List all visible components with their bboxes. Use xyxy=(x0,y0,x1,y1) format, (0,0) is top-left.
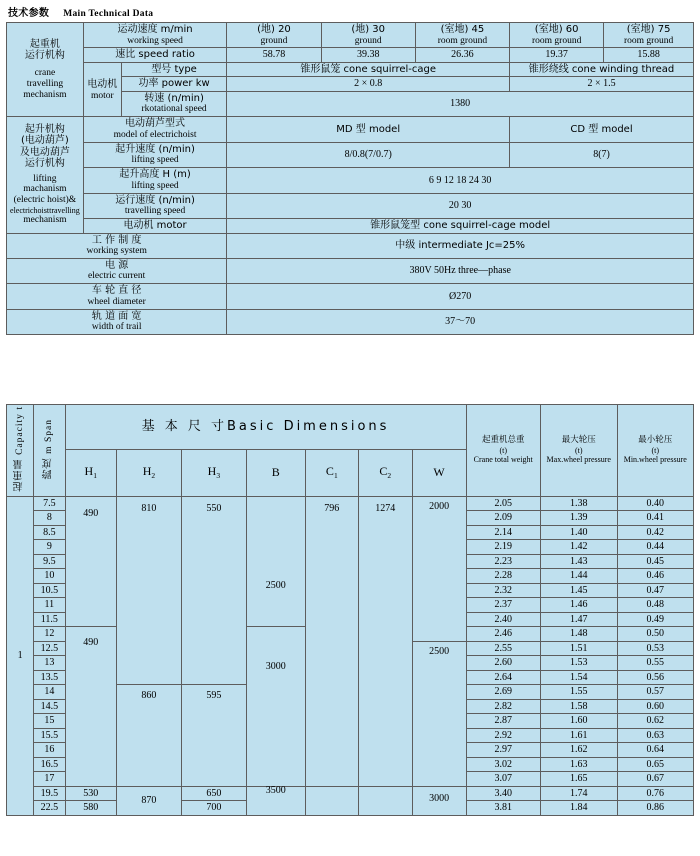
header-b: B xyxy=(246,450,305,497)
total-value: 2.55 xyxy=(466,641,540,656)
total-value: 2.28 xyxy=(466,569,540,584)
span-value: 11 xyxy=(34,598,65,613)
group-label-en: crane xyxy=(34,67,56,78)
row-label-speed-ratio: 速比 speed ratio xyxy=(83,48,227,63)
b-value-b: 3000 xyxy=(246,627,305,787)
speed-col-75: (室地) 75 room ground xyxy=(604,23,694,48)
maxw-value: 1.44 xyxy=(540,569,617,584)
w-value-b: 2500 xyxy=(412,641,466,786)
span-value: 10.5 xyxy=(34,583,65,598)
speed-col-45: (室地) 45 room ground xyxy=(415,23,509,48)
header-w: W xyxy=(412,450,466,497)
table-row xyxy=(7,258,694,283)
working-system-value: 中级 intermediate Jc=25% xyxy=(227,233,694,258)
row-label-lifting-height: 起升高度 H (m) lifting speed xyxy=(83,168,227,193)
span-value: 9.5 xyxy=(34,554,65,569)
header-c2: $C_2$ xyxy=(358,450,412,497)
maxw-value: 1.42 xyxy=(540,540,617,555)
minw-value: 0.76 xyxy=(617,786,693,801)
row-label-wheel-diameter: 车 轮 直 径 wheel diameter xyxy=(7,284,227,309)
minw-value: 0.40 xyxy=(617,496,693,511)
header-c1: $C_1$ xyxy=(305,450,358,497)
total-value: 3.02 xyxy=(466,757,540,772)
total-value: 2.87 xyxy=(466,714,540,729)
minw-value: 0.55 xyxy=(617,656,693,671)
header-total-weight: 起重机总重 (t) Crane total weight xyxy=(466,405,540,497)
header-max-wheel-pressure: 最大轮压 (t) Max.wheel pressure xyxy=(540,405,617,497)
group-crane-travel xyxy=(7,23,84,117)
header-basic-dimensions: 基 本 尺 寸Basic Dimensions xyxy=(65,405,466,450)
table-header-row xyxy=(7,405,694,450)
speed-ratio-45: 26.36 xyxy=(415,48,509,63)
total-value: 2.09 xyxy=(466,511,540,526)
minw-value: 0.45 xyxy=(617,554,693,569)
table-row xyxy=(7,23,694,48)
rot-speed-value: 1380 xyxy=(227,91,694,116)
lifting-height-value: 6 9 12 18 24 30 xyxy=(227,168,694,193)
row-label-motor-type: 型号 type xyxy=(121,62,227,77)
h3-value-d: 700 xyxy=(181,801,246,816)
maxw-value: 1.63 xyxy=(540,757,617,772)
maxw-value: 1.48 xyxy=(540,627,617,642)
span-value: 22.5 xyxy=(34,801,65,816)
span-value: 9 xyxy=(34,540,65,555)
total-value: 2.05 xyxy=(466,496,540,511)
maxw-value: 1.55 xyxy=(540,685,617,700)
maxw-value: 1.61 xyxy=(540,728,617,743)
hoist-model-md: MD 型 model xyxy=(227,117,510,142)
minw-value: 0.62 xyxy=(617,714,693,729)
span-value: 7.5 xyxy=(34,496,65,511)
c2-value: 1274 xyxy=(358,496,412,786)
b-value-c: 3500 xyxy=(246,786,305,815)
row-label-hoist-motor: 电动机 motor xyxy=(83,219,227,234)
lifting-speed-md: 8/0.8(7/0.7) xyxy=(227,142,510,167)
total-value: 2.82 xyxy=(466,699,540,714)
minw-value: 0.47 xyxy=(617,583,693,598)
minw-value: 0.42 xyxy=(617,525,693,540)
speed-ratio-75: 15.88 xyxy=(604,48,694,63)
table-row xyxy=(7,496,694,511)
row-label-rot-speed: 转速 (n/min) rkotational speed xyxy=(121,91,227,116)
table-row xyxy=(7,142,694,167)
total-value: 2.23 xyxy=(466,554,540,569)
speed-ratio-20: 58.78 xyxy=(227,48,321,63)
travel-speed-value: 20 30 xyxy=(227,193,694,218)
hoist-model-cd: CD 型 model xyxy=(510,117,694,142)
page-title-en: Main Technical Data xyxy=(63,9,154,19)
group-label-en: travelling xyxy=(26,78,64,89)
speed-ratio-60: 19.37 xyxy=(510,48,604,63)
speed-col-30: (地) 30 ground xyxy=(321,23,415,48)
maxw-value: 1.58 xyxy=(540,699,617,714)
minw-value: 0.53 xyxy=(617,641,693,656)
group-label-cn: 运行机构 xyxy=(24,50,65,62)
total-value: 2.37 xyxy=(466,598,540,613)
h1-value-a: 490 xyxy=(65,496,116,627)
span-value: 10 xyxy=(34,569,65,584)
c2-value-blank xyxy=(358,786,412,815)
maxw-value: 1.53 xyxy=(540,656,617,671)
total-value: 2.19 xyxy=(466,540,540,555)
header-h1: $H_1$ xyxy=(65,450,116,497)
maxw-value: 1.38 xyxy=(540,496,617,511)
total-value: 3.81 xyxy=(466,801,540,816)
minw-value: 0.56 xyxy=(617,670,693,685)
row-label-trail-width: 轨 道 面 宽 width of trail xyxy=(7,309,227,334)
header-span: 跨度 m Span xyxy=(34,405,65,497)
capacity-value: 1 xyxy=(7,496,34,815)
total-value: 2.97 xyxy=(466,743,540,758)
maxw-value: 1.51 xyxy=(540,641,617,656)
maxw-value: 1.62 xyxy=(540,743,617,758)
motor-power-squirrel: 2 × 0.8 xyxy=(227,77,510,92)
basic-dimensions-table xyxy=(6,404,694,816)
total-value: 2.40 xyxy=(466,612,540,627)
maxw-value: 1.46 xyxy=(540,598,617,613)
wheel-diameter-value: Ø270 xyxy=(227,284,694,309)
span-value: 17 xyxy=(34,772,65,787)
maxw-value: 1.74 xyxy=(540,786,617,801)
span-value: 13.5 xyxy=(34,670,65,685)
maxw-value: 1.39 xyxy=(540,511,617,526)
total-value: 2.14 xyxy=(466,525,540,540)
total-value: 2.32 xyxy=(466,583,540,598)
total-value: 2.64 xyxy=(466,670,540,685)
row-label-travel-speed: 运行速度 (n/min) travelling speed xyxy=(83,193,227,218)
maxw-value: 1.54 xyxy=(540,670,617,685)
electric-current-value: 380V 50Hz three—phase xyxy=(227,258,694,283)
span-value: 14.5 xyxy=(34,699,65,714)
group-motor: 电动机 motor xyxy=(83,62,121,116)
table-row xyxy=(7,48,694,63)
span-value: 15 xyxy=(34,714,65,729)
maxw-value: 1.60 xyxy=(540,714,617,729)
span-value: 8.5 xyxy=(34,525,65,540)
speed-ratio-30: 39.38 xyxy=(321,48,415,63)
span-value: 15.5 xyxy=(34,728,65,743)
row-label-electric-current: 电 源 electric current xyxy=(7,258,227,283)
span-value: 14 xyxy=(34,685,65,700)
table-row xyxy=(7,193,694,218)
table-row xyxy=(7,233,694,258)
h2-value-a: 810 xyxy=(116,496,181,685)
total-value: 2.60 xyxy=(466,656,540,671)
minw-value: 0.48 xyxy=(617,598,693,613)
total-value: 2.46 xyxy=(466,627,540,642)
maxw-value: 1.84 xyxy=(540,801,617,816)
motor-power-winding: 2 × 1.5 xyxy=(510,77,694,92)
row-label-hoist-model: 电动葫芦型式 model of electrichoist xyxy=(83,117,227,142)
minw-value: 0.67 xyxy=(617,772,693,787)
total-value: 3.07 xyxy=(466,772,540,787)
row-label-working-system: 工 作 制 度 working system xyxy=(7,233,227,258)
minw-value: 0.65 xyxy=(617,757,693,772)
maxw-value: 1.45 xyxy=(540,583,617,598)
group-label-cn: 起重机 xyxy=(29,38,60,50)
minw-value: 0.50 xyxy=(617,627,693,642)
h3-value-b: 595 xyxy=(181,685,246,787)
h1-value-d: 580 xyxy=(65,801,116,816)
maxw-value: 1.47 xyxy=(540,612,617,627)
row-label-working-speed: 运动速度 m/min working speed xyxy=(83,23,227,48)
span-value: 12.5 xyxy=(34,641,65,656)
minw-value: 0.60 xyxy=(617,699,693,714)
c1-value: 796 xyxy=(305,496,358,786)
h1-value-c: 530 xyxy=(65,786,116,801)
h3-value-a: 550 xyxy=(181,496,246,685)
table-row xyxy=(7,219,694,234)
row-label-lifting-speed: 起升速度 (n/min) lifting speed xyxy=(83,142,227,167)
table-row xyxy=(7,786,694,801)
speed-col-20: (地) 20 ground xyxy=(227,23,321,48)
lifting-speed-cd: 8(7) xyxy=(510,142,694,167)
header-min-wheel-pressure: 最小轮压 (t) Min.wheel pressure xyxy=(617,405,693,497)
table-row xyxy=(7,117,694,142)
span-value: 13 xyxy=(34,656,65,671)
c1-value-blank xyxy=(305,786,358,815)
total-value: 2.69 xyxy=(466,685,540,700)
b-value-a: 2500 xyxy=(246,496,305,627)
minw-value: 0.46 xyxy=(617,569,693,584)
minw-value: 0.63 xyxy=(617,728,693,743)
total-value: 2.92 xyxy=(466,728,540,743)
span-value: 8 xyxy=(34,511,65,526)
w-value-a: 2000 xyxy=(412,496,466,641)
maxw-value: 1.40 xyxy=(540,525,617,540)
span-value: 19.5 xyxy=(34,786,65,801)
minw-value: 0.41 xyxy=(617,511,693,526)
span-value: 16.5 xyxy=(34,757,65,772)
minw-value: 0.57 xyxy=(617,685,693,700)
speed-col-60: (室地) 60 room ground xyxy=(510,23,604,48)
page-title-cn: 技术参数 xyxy=(8,8,50,19)
header-h3: $H_3$ xyxy=(181,450,246,497)
h3-value-c: 650 xyxy=(181,786,246,801)
table-row xyxy=(7,168,694,193)
h1-value-b: 490 xyxy=(65,627,116,787)
technical-data-table xyxy=(6,22,694,335)
header-capacity: 起重量 Capacity t xyxy=(7,405,34,497)
motor-type-squirrel: 锥形鼠笼 cone squirrel-cage xyxy=(227,62,510,77)
total-value: 3.40 xyxy=(466,786,540,801)
w-value-c: 3000 xyxy=(412,786,466,815)
group-label-en: mechanism xyxy=(23,89,67,100)
minw-value: 0.64 xyxy=(617,743,693,758)
motor-type-winding: 锥形绕线 cone winding thread xyxy=(510,62,694,77)
table-row xyxy=(7,284,694,309)
minw-value: 0.44 xyxy=(617,540,693,555)
header-h2: $H_2$ xyxy=(116,450,181,497)
minw-value: 0.49 xyxy=(617,612,693,627)
page-title xyxy=(8,4,153,19)
hoist-motor-value: 锥形鼠笼型 cone squirrel-cage model xyxy=(227,219,694,234)
trail-width-value: 37～70 xyxy=(227,309,694,334)
maxw-value: 1.65 xyxy=(540,772,617,787)
span-value: 16 xyxy=(34,743,65,758)
h2-value-b: 860 xyxy=(116,685,181,787)
h2-value-c: 870 xyxy=(116,786,181,815)
maxw-value: 1.43 xyxy=(540,554,617,569)
table-row xyxy=(7,309,694,334)
span-value: 12 xyxy=(34,627,65,642)
span-value: 11.5 xyxy=(34,612,65,627)
table-row xyxy=(7,62,694,77)
row-label-motor-power: 功率 power kw xyxy=(121,77,227,92)
minw-value: 0.86 xyxy=(617,801,693,816)
group-hoist: 起升机构 (电动葫芦) 及电动葫芦 运行机构 lifting machanism (electric hoist)& electrichoisttravelling mechanism xyxy=(7,117,84,233)
